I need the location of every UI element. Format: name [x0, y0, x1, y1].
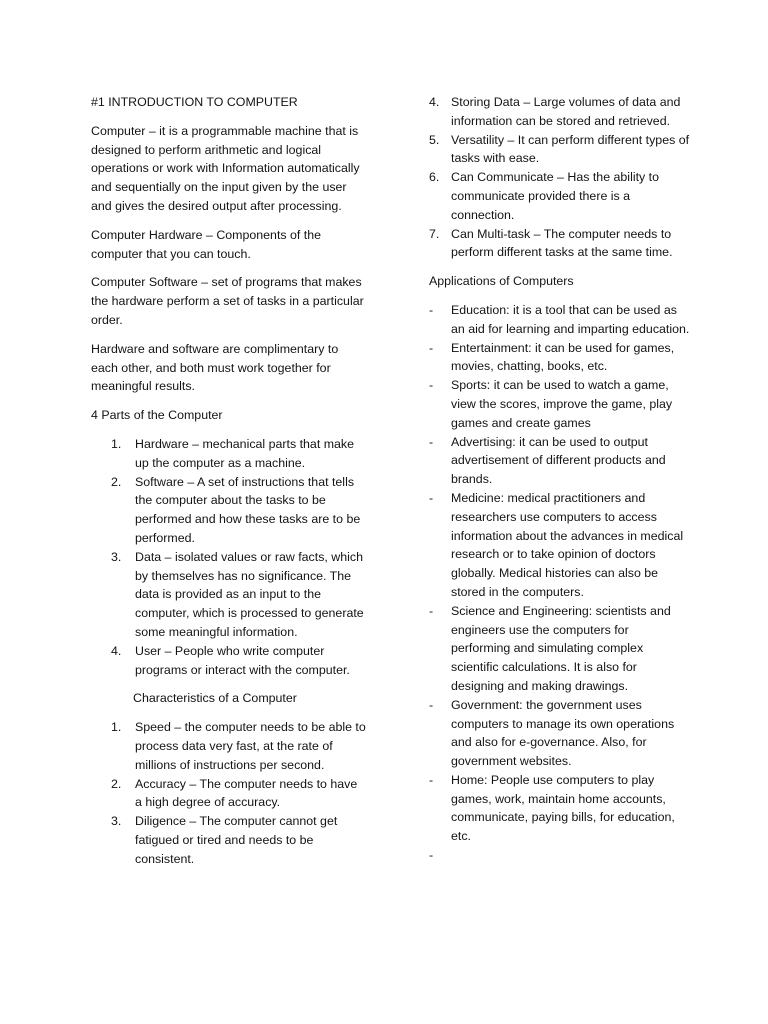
complementary-note: Hardware and software are complimentary to each other, and both must work together for meaningful results.: [91, 341, 339, 394]
characteristics-list: [111, 718, 367, 868]
list-item: [429, 93, 691, 131]
list-text: Can Multi-task – The computer needs to perform different tasks at the same time.: [451, 226, 673, 260]
list-text: Medicine: medical practitioners and researchers use computers to access information about the advances in medical research or to take opinion of doctors globally. Medical histories can also be stored in the computers.: [451, 490, 684, 599]
list-item: [111, 718, 367, 774]
definition-hardware: Computer Hardware – Components of the computer that you can touch.: [91, 227, 322, 261]
list-item: [429, 225, 691, 263]
list-item: [111, 548, 367, 642]
list-item: [429, 339, 691, 377]
list-text: Government: the government uses computers to manage its own operations and also for e-governance. Also, for government websites.: [451, 697, 675, 769]
definition-computer: Computer – it is a programmable machine that is designed to perform arithmetic and logical operations or work with Information automatically and sequentially on the input given by the user and gives the desired output after processing.: [91, 123, 360, 213]
list-item: [429, 168, 691, 224]
list-number: 1.: [111, 720, 122, 735]
list-item: [429, 376, 691, 432]
parts-list: [111, 435, 367, 679]
list-text: Education: it is a tool that can be used as an aid for learning and imparting education.: [451, 302, 690, 336]
list-text: [451, 846, 691, 865]
parts-heading: 4 Parts of the Computer: [91, 408, 223, 423]
list-text: Sports: it can be used to watch a game, view the scores, improve the game, play games and create games: [451, 378, 673, 430]
page-title: #1 INTRODUCTION TO COMPUTER: [91, 95, 298, 109]
list-text: Accuracy – The computer needs to have a high degree of accuracy.: [135, 776, 358, 810]
list-number: 5.: [429, 132, 440, 147]
list-item: [429, 131, 691, 169]
list-dash: -: [429, 603, 434, 618]
list-text: Entertainment: it can be used for games, movies, chatting, books, etc.: [451, 340, 675, 374]
list-number: 6.: [429, 170, 440, 185]
applications-heading: Applications of Computers: [429, 274, 574, 289]
list-item: [111, 473, 367, 548]
list-text: Can Communicate – Has the ability to communicate provided there is a connection.: [451, 170, 659, 222]
list-item: [429, 489, 691, 602]
left-column: [91, 93, 367, 878]
list-text: Science and Engineering: scientists and engineers use the computers for performing and simulating complex scientific calculations. It is also for designing and making drawings.: [451, 603, 671, 693]
definition-software: Computer Software – set of programs that makes the hardware perform a set of tasks in a particular order.: [91, 275, 364, 327]
list-number: 1.: [111, 436, 122, 451]
right-column: [429, 93, 691, 865]
list-item: [429, 433, 691, 489]
list-item: [111, 435, 367, 473]
list-dash: -: [429, 434, 434, 449]
list-item: [111, 775, 367, 813]
applications-list: [429, 301, 691, 865]
list-item: [429, 602, 691, 696]
list-text: Advertising: it can be used to output advertisement of different products and brands.: [451, 434, 666, 487]
list-text: Diligence – The computer cannot get fatigued or tired and needs to be consistent.: [135, 814, 338, 866]
characteristics-heading: Characteristics of a Computer: [133, 691, 297, 706]
list-dash: -: [429, 340, 434, 355]
list-text: Software – A set of instructions that tells the computer about the tasks to be performed and how these tasks are to be performed.: [135, 474, 361, 545]
list-number: 2.: [111, 474, 122, 489]
list-text: Speed – the computer needs to be able to process data very fast, at the rate of millions of instructions per second.: [135, 720, 366, 772]
list-number: 7.: [429, 226, 440, 241]
list-text: User – People who write computer programs or interact with the computer.: [135, 643, 350, 677]
list-item: [429, 846, 691, 865]
list-item: [111, 812, 367, 868]
list-number: 4.: [111, 643, 122, 658]
list-number: 2.: [111, 776, 122, 791]
list-dash: -: [429, 848, 434, 863]
list-number: 3.: [111, 814, 122, 829]
characteristics-list-continued: [429, 93, 691, 262]
list-dash: -: [429, 302, 434, 317]
list-text: Data – isolated values or raw facts, which by themselves has no significance. The data is provided as an input to the computer, which is processed to generate some meaningful information.: [135, 549, 364, 639]
list-dash: -: [429, 490, 434, 505]
list-text: Hardware – mechanical parts that make up the computer as a machine.: [135, 436, 355, 470]
list-dash: -: [429, 697, 434, 712]
list-number: 4.: [429, 95, 440, 109]
list-dash: -: [429, 378, 434, 393]
list-dash: -: [429, 772, 434, 787]
list-text: Versatility – It can perform different types of tasks with ease.: [451, 132, 690, 166]
list-text: Home: People use computers to play games, work, maintain home accounts, communicate, paying bills, for education, etc.: [451, 772, 675, 844]
list-number: 3.: [111, 549, 122, 564]
list-item: [429, 696, 691, 771]
list-text: Storing Data – Large volumes of data and information can be stored and retrieved.: [451, 95, 681, 128]
list-item: [429, 771, 691, 846]
list-item: [429, 301, 691, 339]
list-item: [111, 642, 367, 680]
